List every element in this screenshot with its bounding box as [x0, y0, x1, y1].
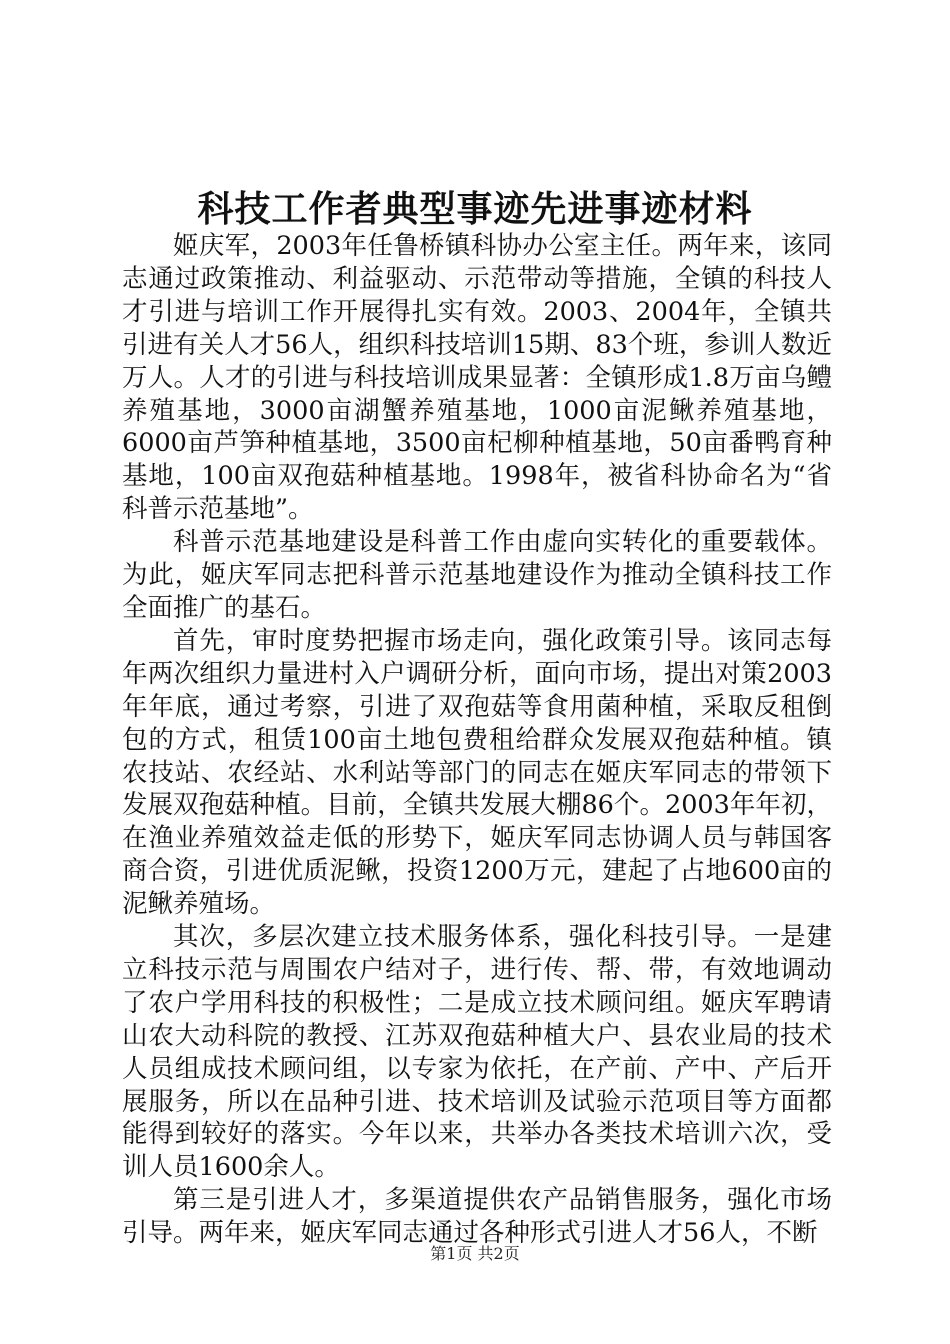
paragraph: 科普示范基地建设是科普工作由虚向实转化的重要载体。为此，姬庆军同志把科普示范基地建设作为推动全镇科技工作全面推广的基石。: [122, 527, 832, 623]
paragraph: 姬庆军，2003年任鲁桥镇科协办公室主任。两年来，该同志通过政策推动、利益驱动、示范带动等措施，全镇的科技人才引进与培训工作开展得扎实有效。2003、2004年，全镇共引进有关人才56人，组织科技培训15期、83个班，参训人数近万人。人才的引进与科技培训成果显著：全镇形成1.8万亩乌鳢养殖基地，3000亩湖蟹养殖基地，1000亩泥鳅养殖基地，6000亩芦笋种植基地，3500亩杞柳种植基地，50亩番鸭育种基地，100亩双孢菇种植基地。1998年，被省科协命名为“省科普示范基地”。: [122, 231, 832, 525]
document-body: [122, 230, 832, 1250]
document-title: 科技工作者典型事迹先进事迹材料: [197, 189, 753, 230]
paragraph: 首先，审时度势把握市场走向，强化政策引导。该同志每年两次组织力量进村入户调研分析，面向市场，提出对策2003年年底，通过考察，引进了双孢菇等食用菌种植，采取反租倒包的方式，租赁100亩土地包费租给群众发展双孢菇种植。镇农技站、农经站、水利站等部门的同志在姬庆军同志的带领下发展双孢菇种植。目前，全镇共发展大棚86个。2003年年初，在渔业养殖效益走低的形势下，姬庆军同志协调人员与韩国客商合资，引进优质泥鳅，投资1200万元，建起了占地600亩的泥鳅养殖场。: [122, 625, 832, 920]
page-footer: 第1页 共2页: [430, 1244, 520, 1263]
paragraph: 第三是引进人才，多渠道提供农产品销售服务，强化市场引导。两年来，姬庆军同志通过各种形式引进人才56人，不断: [122, 1185, 832, 1249]
paragraph: 其次，多层次建立技术服务体系，强化科技引导。一是建立科技示范与周围农户结对子，进行传、帮、带，有效地调动了农户学用科技的积极性；二是成立技术顾问组。姬庆军聘请山农大动科院的教授、江苏双孢菇种植大户、县农业局的技术人员组成技术顾问组，以专家为依托，在产前、产中、产后开展服务，所以在品种引进、技术培训及试验示范项目等方面都能得到较好的落实。今年以来，共举办各类技术培训六次，受训人员1600余人。: [122, 922, 832, 1183]
